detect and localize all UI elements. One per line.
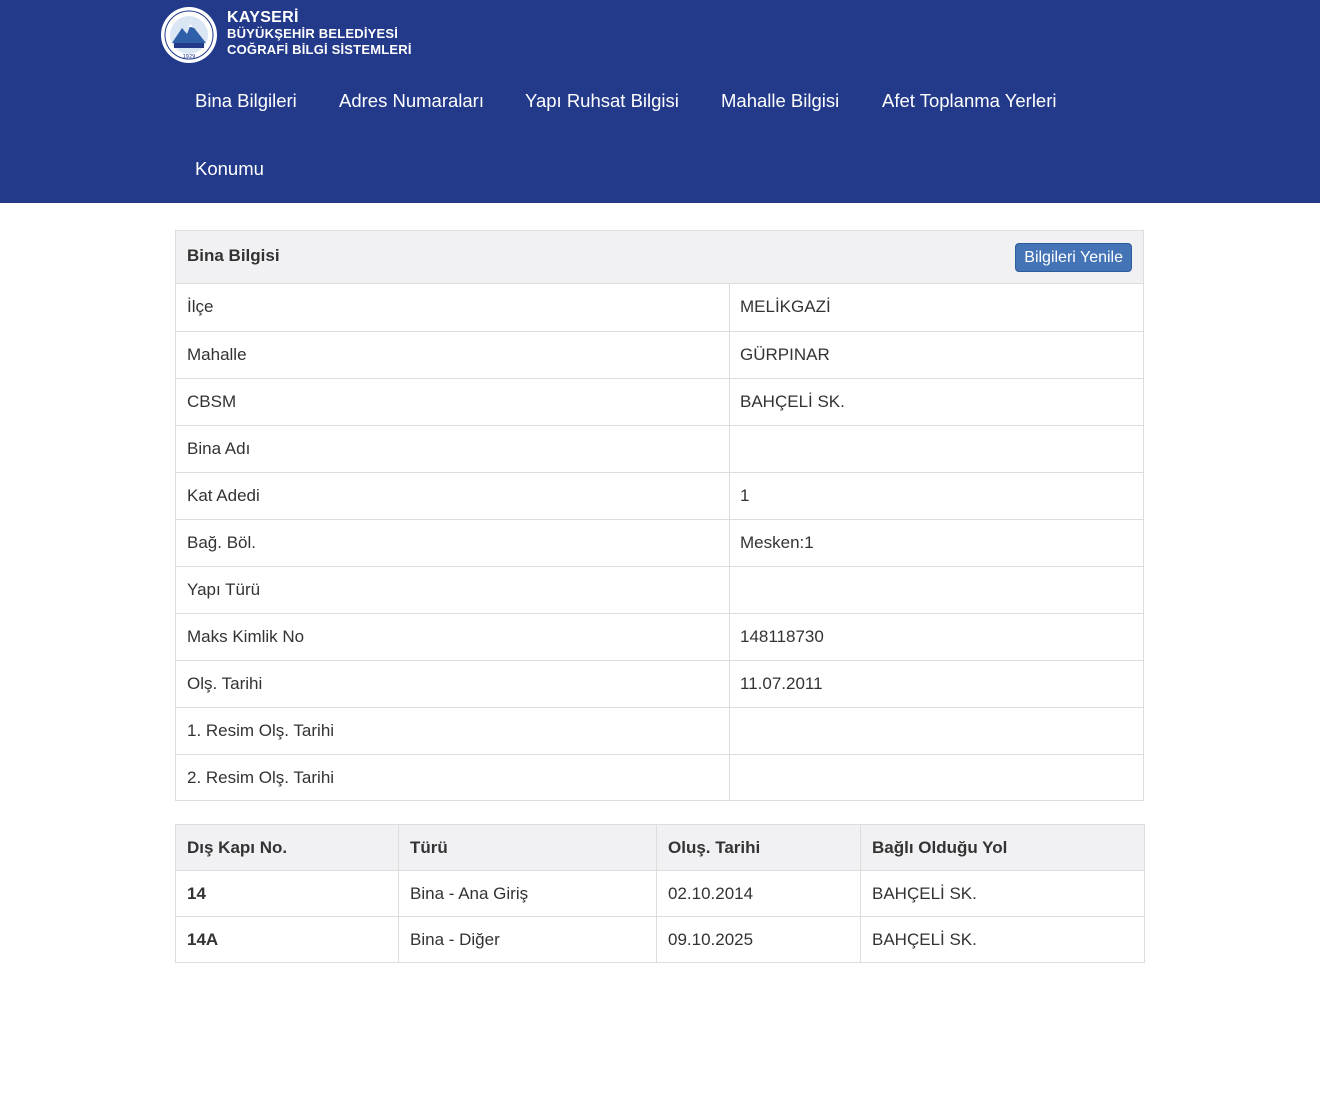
info-label: Bağ. Böl.: [176, 520, 730, 566]
panel-title: Bina Bilgisi: [187, 246, 280, 265]
road-cell: BAHÇELİ SK.: [861, 871, 1145, 917]
info-label: 1. Resim Olş. Tarihi: [176, 708, 730, 754]
info-label: İlçe: [176, 284, 730, 331]
nav-yapi-ruhsat-bilgisi[interactable]: Yapı Ruhsat Bilgisi: [525, 90, 679, 111]
panel-header: [176, 231, 1143, 284]
table-header-row: [176, 825, 1145, 871]
info-value: 1: [740, 486, 750, 505]
info-label: Bina Adı: [176, 426, 730, 472]
info-label: Yapı Türü: [176, 567, 730, 613]
brand-line-2: BÜYÜKŞEHİR BELEDİYESİ: [227, 26, 399, 41]
column-header-road: Bağlı Olduğu Yol: [861, 825, 1145, 871]
type-cell: Bina - Ana Giriş: [399, 871, 657, 917]
brand-line-3: COĞRAFİ BİLGİ SİSTEMLERİ: [227, 42, 412, 57]
info-label: Kat Adedi: [176, 473, 730, 519]
nav-afet-toplanma-yerleri[interactable]: Afet Toplanma Yerleri: [882, 90, 1057, 111]
table-row: [176, 871, 1145, 917]
info-row-resim-2-tarihi: [176, 754, 1143, 800]
bina-bilgisi-panel: [175, 230, 1144, 801]
info-label: Maks Kimlik No: [176, 614, 730, 660]
logo-year-text: 1929: [182, 54, 196, 60]
date-cell: 02.10.2014: [657, 871, 861, 917]
table-row: [176, 917, 1145, 963]
info-value: MELİKGAZİ: [740, 297, 831, 316]
column-header-date: Oluş. Tarihi: [657, 825, 861, 871]
info-label: Olş. Tarihi: [176, 661, 730, 707]
info-row-resim-1-tarihi: [176, 707, 1143, 754]
info-row-cbsm: [176, 378, 1143, 425]
refresh-info-button[interactable]: Bilgileri Yenile: [1015, 243, 1132, 272]
kayseri-municipality-logo: [160, 6, 218, 64]
site-header: [0, 0, 1320, 203]
column-header-type: Türü: [399, 825, 657, 871]
column-header-door-no: Dış Kapı No.: [176, 825, 399, 871]
info-table: [176, 284, 1143, 800]
door-no-cell: 14A: [176, 917, 399, 963]
info-row-maks-kimlik-no: [176, 613, 1143, 660]
info-row-bag-bol: [176, 519, 1143, 566]
info-value: 148118730: [740, 627, 824, 646]
date-cell: 09.10.2025: [657, 917, 861, 963]
nav-mahalle-bilgisi[interactable]: Mahalle Bilgisi: [721, 90, 840, 111]
info-value: Mesken:1: [740, 533, 814, 552]
info-value: [730, 567, 1143, 613]
nav-adres-numaralari[interactable]: Adres Numaraları: [339, 90, 484, 111]
info-label: CBSM: [176, 379, 730, 425]
info-value: [730, 755, 1143, 800]
info-row-yapi-turu: [176, 566, 1143, 613]
brand-text: [227, 9, 412, 58]
door-no-cell: 14: [176, 871, 399, 917]
info-row-ols-tarihi: [176, 660, 1143, 707]
type-cell: Bina - Diğer: [399, 917, 657, 963]
info-value: GÜRPINAR: [740, 345, 830, 364]
info-value: 11.07.2011: [740, 674, 823, 693]
info-value: [730, 426, 1143, 472]
info-row-kat-adedi: [176, 472, 1143, 519]
info-row-bina-adi: [176, 425, 1143, 472]
brand-line-1: KAYSERİ: [227, 9, 299, 26]
road-cell: BAHÇELİ SK.: [861, 917, 1145, 963]
info-row-ilce: [176, 284, 1143, 331]
nav-konumu[interactable]: Konumu: [195, 158, 264, 179]
door-numbers-table: [175, 824, 1145, 963]
info-label: 2. Resim Olş. Tarihi: [176, 755, 730, 800]
info-row-mahalle: [176, 331, 1143, 378]
info-label: Mahalle: [176, 332, 730, 378]
info-value: [730, 708, 1143, 754]
nav-bina-bilgileri[interactable]: Bina Bilgileri: [195, 90, 297, 111]
info-value: BAHÇELİ SK.: [740, 392, 845, 411]
